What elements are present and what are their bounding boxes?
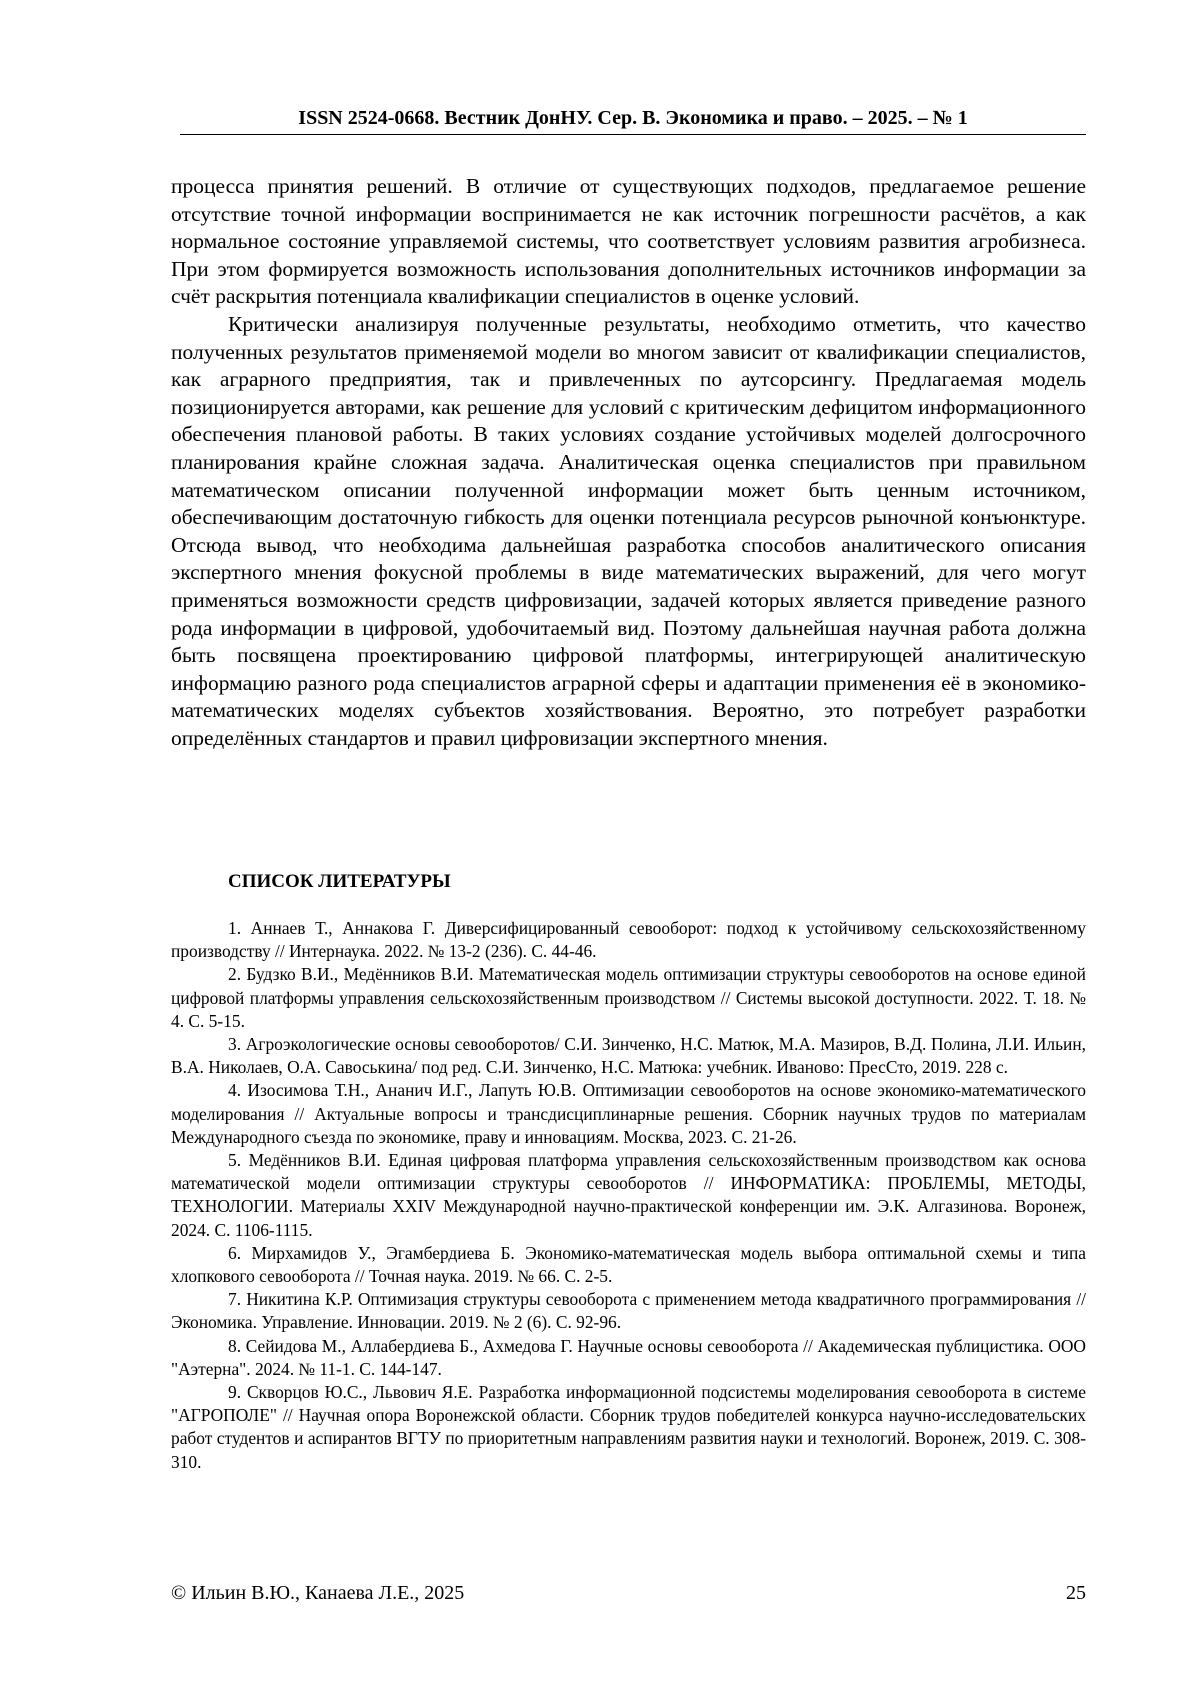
body-paragraph-2: Критически анализируя полученные результаты, необходимо отметить, что качество полученных результатов применяемой модели во многом зависит от квалификации специалистов, как аграрного предприятия, так и привлеченных по аутсорсингу. Предлагаемая модель позиционируется авторами, как решение для условий с критическим дефицитом информационного обеспечения плановой работы. В таких условиях создание устойчивых моделей долгосрочного планирования крайне сложная задача. Аналитическая оценка специалистов при правильном математическом описании полученной информации может быть ценным источником, обеспечивающим достаточную гибкость для оценки потенциала ресурсов рыночной конъюнктуре. Отсюда вывод, что необходима дальнейшая разработка способов аналитического описания экспертного мнения фокусной проблемы в виде математических выражений, для чего могут применяться возможности средств цифровизации, задачей которых является приведение разного рода информации в цифровой, удобочитаемый вид. Поэтому дальнейшая научная работа должна быть посвящена проектированию цифровой платформы, интегрирующей аналитическую информацию разного рода специалистов аграрной сферы и адаптации применения её в экономико-математических моделях субъектов хозяйствования. Вероятно, это потребует разработки определённых стандартов и правил цифровизации экспертного мнения. xyxy=(171,311,1086,750)
reference-item-6: 6. Мирхамидов У., Эгамбердиева Б. Экономико-математическая модель выбора оптимальной схемы и типа хлопкового севооборота // Точная наука. 2019. № 66. С. 2-5. xyxy=(171,1242,1086,1287)
reference-item-1: 1. Аннаев Т., Аннакова Г. Диверсифицированный севооборот: подход к устойчивому сельскохозяйственному производству // Интернаука. 2022. № 13-2 (236). С. 44-46. xyxy=(171,918,1086,962)
copyright-notice: © Ильин В.Ю., Канаева Л.Е., 2025 xyxy=(171,1582,465,1604)
header-divider xyxy=(180,134,1086,135)
journal-header: ISSN 2524-0668. Вестник ДонНУ. Сер. В. Экономика и право. – 2025. – № 1 xyxy=(298,107,968,129)
page-number: 25 xyxy=(1066,1582,1086,1604)
reference-item-8: 8. Сейидова М., Аллабердиева Б., Ахмедова Г. Научные основы севооборота // Академическая публицистика. ООО "Аэтерна". 2024. № 11-1. С. 144-147. xyxy=(171,1335,1086,1379)
reference-item-5: 5. Медёнников В.И. Единая цифровая платформа управления сельскохозяйственным производством как основа математической модели оптимизации структуры севооборотов // ИНФОРМАТИКА: ПРОБЛЕМЫ, МЕТОДЫ, ТЕХНОЛОГИИ. Материалы XXIV Международной научно-практической конференции им. Э.К. Алгазинова. Воронеж, 2024. С. 1106-1115. xyxy=(171,1150,1086,1240)
body-paragraph-1: процесса принятия решений. В отличие от существующих подходов, предлагаемое решение отсутствие точной информации воспринимается не как источник погрешности расчётов, а как нормальное состояние управляемой системы, что соответствует условиям развития агробизнеса. При этом формируется возможность использования дополнительных источников информации за счёт раскрытия потенциала квалификации специалистов в оценке условий. xyxy=(171,174,1086,309)
reference-item-7: 7. Никитина К.Р. Оптимизация структуры севооборота с применением метода квадратичного программирования // Экономика. Управление. Инновации. 2019. № 2 (6). С. 92-96. xyxy=(171,1289,1086,1333)
reference-item-4: 4. Изосимова Т.Н., Ананич И.Г., Лапуть Ю.В. Оптимизации севооборотов на основе экономико-математического моделирования // Актуальные вопросы и трансдисциплинарные решения. Сборник научных трудов по материалам Международного съезда по экономике, праву и инновациям. Москва, 2023. С. 21-26. xyxy=(171,1080,1086,1147)
reference-item-2: 2. Будзко В.И., Медёнников В.И. Математическая модель оптимизации структуры севооборотов на основе единой цифровой платформы управления сельскохозяйственным производством // Системы высокой доступности. 2022. Т. 18. № 4. С. 5-15. xyxy=(171,964,1086,1031)
references-list xyxy=(171,917,1086,1474)
reference-item-3: 3. Агроэкологические основы севооборотов/ С.И. Зинченко, Н.С. Матюк, М.А. Мазиров, В.Д. Полина, Л.И. Ильин, В.А. Николаев, О.А. Савоськина/ под ред. С.И. Зинченко, Н.С. Матюка: учебник. Иваново: ПресСто, 2019. 228 с. xyxy=(171,1034,1086,1078)
reference-item-9: 9. Скворцов Ю.С., Львович Я.Е. Разработка информационной подсистемы моделирования севооборота в системе "АГРОПОЛЕ" // Научная опора Воронежской области. Сборник трудов победителей конкурса научно-исследовательских работ студентов и аспирантов ВГТУ по приоритетным направлениям развития науки и технологий. Воронеж, 2019. С. 308-310. xyxy=(171,1382,1086,1472)
article-body xyxy=(171,173,1086,752)
references-heading: СПИСОК ЛИТЕРАТУРЫ xyxy=(228,871,451,892)
